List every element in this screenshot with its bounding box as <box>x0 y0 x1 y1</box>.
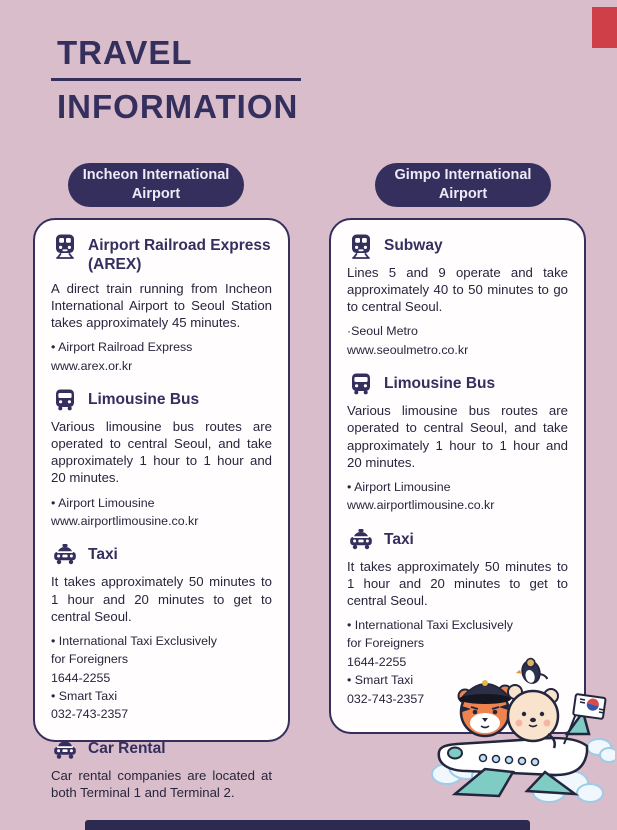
section-heading: Limousine Bus <box>384 375 496 393</box>
section-note: 032-743-2357 <box>347 691 425 706</box>
train-icon <box>347 233 374 259</box>
page-title <box>57 34 301 126</box>
section-body: Various limousine bus routes are operated to central Seoul, and take approximately 1 hour to 1 hour and 20 minutes. <box>51 418 272 486</box>
section-heading: Airport Railroad Express (AREX) <box>88 237 271 274</box>
card-incheon <box>33 218 290 800</box>
section-note: for Foreigners <box>51 652 129 667</box>
transport-section <box>347 233 568 358</box>
section-body: It takes approximately 50 minutes to 1 hour and 20 minutes to get to central Seoul. <box>347 558 568 608</box>
transport-section <box>51 736 272 801</box>
pill-label-line1: Gimpo International <box>394 167 532 184</box>
section-heading: Car Rental <box>88 739 166 757</box>
section-note: ·Seoul Metro <box>347 324 418 339</box>
mascot-illustration <box>427 652 615 814</box>
title-underline <box>51 78 301 81</box>
transport-section <box>347 371 568 513</box>
pill-label-line2: Airport <box>131 186 181 202</box>
section-body: It takes approximately 50 minutes to 1 hour and 20 minutes to get to central Seoul. <box>51 574 272 624</box>
section-note: • International Taxi Exclusively <box>347 618 513 633</box>
title-information: INFORMATION <box>57 87 299 125</box>
transport-section <box>51 387 272 529</box>
section-note: 1644-2255 <box>51 670 111 685</box>
section-heading: Subway <box>384 237 443 254</box>
section-note: 1644-2255 <box>347 654 407 669</box>
taxi-icon <box>347 527 374 553</box>
section-heading: Taxi <box>88 546 118 564</box>
section-note: 032-743-2357 <box>51 707 129 722</box>
section-heading: Limousine Bus <box>88 390 200 408</box>
section-note: for Foreigners <box>347 636 425 651</box>
corner-accent <box>592 7 617 48</box>
transport-section <box>51 542 272 722</box>
title-travel: TRAVEL <box>57 34 193 71</box>
section-note: www.seoulmetro.co.kr <box>347 342 469 357</box>
taxi-icon <box>51 542 78 568</box>
section-note: www.airportlimousine.co.kr <box>51 513 199 528</box>
section-body: Lines 5 and 9 operate and take approximately 40 to 50 minutes to go to central Seoul. <box>347 265 568 315</box>
transport-section <box>51 233 272 374</box>
section-note: • Smart Taxi <box>347 673 414 688</box>
section-body: Car rental companies are located at both Terminal 1 and Terminal 2. <box>51 767 272 800</box>
section-note: • Smart Taxi <box>51 688 118 703</box>
section-note: • International Taxi Exclusively <box>51 633 217 648</box>
bus-icon <box>347 371 374 397</box>
pill-gimpo-airport <box>375 163 551 207</box>
section-body: A direct train running from Incheon International Airport to Seoul Station takes approximately 45 minutes. <box>51 280 272 331</box>
section-note: www.airportlimousine.co.kr <box>347 498 495 513</box>
section-note: • Airport Railroad Express <box>51 340 193 355</box>
pill-label-line2: Airport <box>438 186 488 202</box>
train-icon <box>51 233 78 259</box>
section-note: www.arex.or.kr <box>51 358 133 373</box>
car-icon <box>51 736 78 762</box>
section-body: Various limousine bus routes are operated to central Seoul, and take approximately 1 hour to 1 hour and 20 minutes. <box>347 403 568 470</box>
bus-icon <box>51 387 78 413</box>
pill-incheon-airport <box>68 163 244 207</box>
section-note: • Airport Limousine <box>51 495 155 510</box>
section-heading: Taxi <box>384 530 414 548</box>
pill-label-line1: Incheon International <box>82 167 230 184</box>
section-note: • Airport Limousine <box>347 479 451 494</box>
footer-bar <box>85 820 530 830</box>
